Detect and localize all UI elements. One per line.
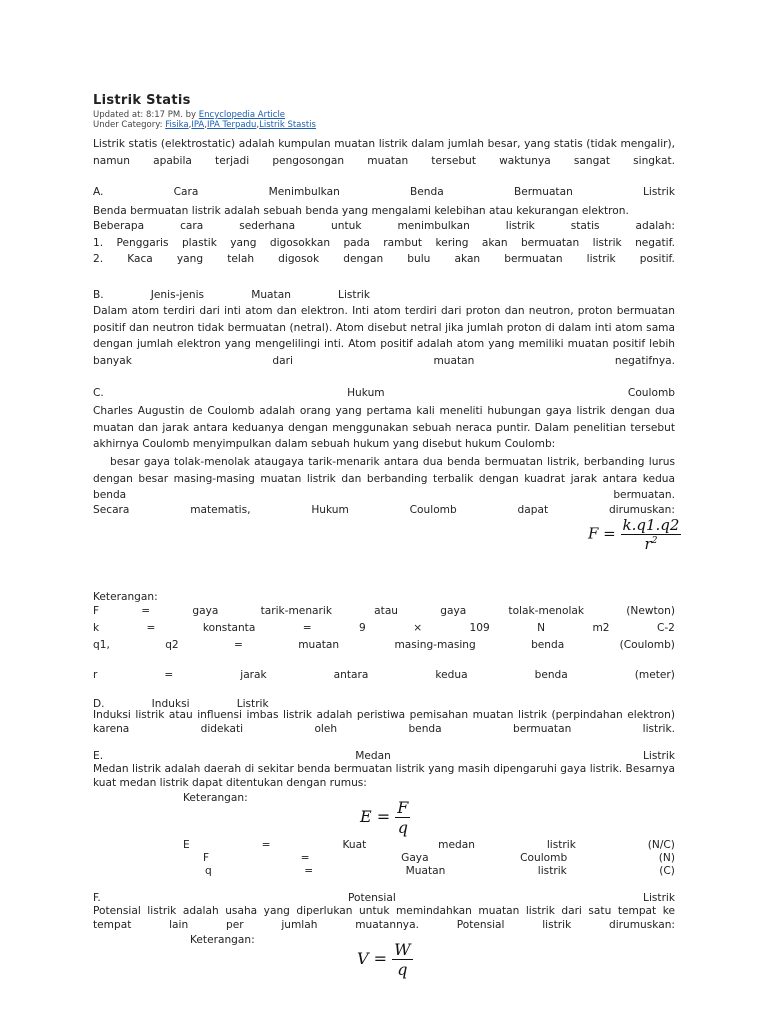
word: Kaca bbox=[127, 253, 153, 265]
cell: benda bbox=[531, 639, 565, 651]
cell: (N/C) bbox=[647, 839, 675, 851]
word: listrik bbox=[586, 253, 616, 265]
cell: F bbox=[203, 852, 210, 864]
word: cara bbox=[180, 220, 204, 232]
cell: N bbox=[537, 622, 546, 634]
electric-field-formula bbox=[360, 798, 410, 837]
updated-prefix: Updated at: 8:17 PM. by bbox=[93, 110, 199, 120]
word: telah bbox=[227, 253, 255, 265]
word: rambut bbox=[383, 237, 423, 249]
cell: 9 bbox=[359, 622, 366, 634]
section-a-item-2 bbox=[93, 253, 675, 265]
category-link-ipa[interactable]: IPA bbox=[191, 120, 205, 130]
cell: F bbox=[93, 605, 100, 617]
cell: C-2 bbox=[656, 622, 675, 634]
cell: = bbox=[261, 839, 271, 851]
cell: (Newton) bbox=[626, 605, 675, 617]
cell: Gaya bbox=[401, 852, 429, 864]
section-a-p1: Benda bermuatan listrik adalah sebuah benda yang mengalami kelebihan atau kekurangan elektron. bbox=[93, 205, 629, 217]
cell: listrik bbox=[537, 865, 567, 877]
cell: kedua bbox=[435, 669, 468, 681]
heading-word: Coulomb bbox=[627, 387, 675, 399]
cell: benda bbox=[534, 669, 568, 681]
word: positif. bbox=[639, 253, 675, 265]
word: statis bbox=[570, 220, 600, 232]
cell: = bbox=[164, 669, 174, 681]
category-line: Under Category: Fisika,IPA,IPA Terpadu,Listrik Stastis bbox=[93, 120, 316, 130]
word: 2. bbox=[93, 253, 104, 265]
section-a-heading bbox=[93, 186, 675, 198]
heading-word: Listrik bbox=[643, 750, 675, 762]
cell: medan bbox=[438, 839, 475, 851]
word: adalah: bbox=[635, 220, 675, 232]
e-row-q bbox=[205, 865, 675, 877]
cell: Coulomb bbox=[520, 852, 568, 864]
cell: tolak-menolak bbox=[508, 605, 585, 617]
formula-denominator: q bbox=[397, 818, 408, 837]
cell: antara bbox=[333, 669, 369, 681]
cell: (Coulomb) bbox=[619, 639, 675, 651]
section-d-heading: D. Induksi Listrik bbox=[93, 698, 269, 710]
section-e-keterangan: Keterangan: bbox=[183, 792, 248, 804]
word: Coulomb bbox=[409, 504, 457, 516]
cell: m2 bbox=[592, 622, 610, 634]
cell: Kuat bbox=[342, 839, 367, 851]
cell: atau bbox=[374, 605, 399, 617]
intro-paragraph: Listrik statis (elektrostatic) adalah kumpulan muatan listrik dalam jumlah besar, yang statis (tidak mengalir), namun apabila terjadi pengosongan muatan tersebut waktunya sangat singkat. bbox=[93, 138, 675, 167]
coulomb-formula bbox=[588, 516, 681, 553]
formula-lhs: E = bbox=[360, 807, 391, 826]
heading-word: Listrik bbox=[643, 892, 675, 904]
word: Hukum bbox=[311, 504, 349, 516]
formula-fraction bbox=[621, 516, 682, 553]
cell: k bbox=[93, 622, 100, 634]
section-f-keterangan: Keterangan: bbox=[190, 934, 255, 946]
formula-denominator: q bbox=[397, 960, 408, 979]
section-c-heading bbox=[93, 387, 675, 399]
word: matematis, bbox=[190, 504, 251, 516]
page-title: Listrik Statis bbox=[93, 93, 191, 108]
cell: tarik-menarik bbox=[260, 605, 332, 617]
cell: gaya bbox=[192, 605, 219, 617]
word: bermuatan bbox=[504, 253, 563, 265]
word: listrik bbox=[592, 237, 622, 249]
word: dirumuskan: bbox=[608, 504, 675, 516]
word: listrik bbox=[505, 220, 535, 232]
cell: = bbox=[141, 605, 151, 617]
keterangan-label: Keterangan: bbox=[93, 591, 158, 603]
cell: (N) bbox=[658, 852, 675, 864]
potential-formula bbox=[357, 940, 413, 979]
word: negatif. bbox=[635, 237, 675, 249]
heading-word: C. bbox=[93, 387, 104, 399]
keterangan-row-r bbox=[93, 669, 675, 681]
cell: = bbox=[304, 865, 314, 877]
section-f-heading bbox=[93, 892, 675, 904]
cell: q2 bbox=[165, 639, 179, 651]
word: akan bbox=[454, 253, 481, 265]
updated-line bbox=[93, 110, 285, 120]
section-f-body: Potensial listrik adalah usaha yang diperlukan untuk memindahkan muatan listrik dari satu tempat ke tempat lain per jumlah muatannya. Potensial listrik dirumuskan: bbox=[93, 905, 675, 931]
section-a-p2 bbox=[93, 220, 675, 232]
heading-word: Benda bbox=[410, 186, 444, 198]
word: Beberapa bbox=[93, 220, 145, 232]
cell: listrik bbox=[546, 839, 576, 851]
cell: = bbox=[146, 622, 156, 634]
cell: = bbox=[300, 852, 310, 864]
section-a-item-1 bbox=[93, 237, 675, 249]
cell: gaya bbox=[440, 605, 467, 617]
word: kering bbox=[435, 237, 469, 249]
author-link[interactable]: Encyclopedia Article bbox=[198, 110, 286, 120]
cell: jarak bbox=[240, 669, 267, 681]
coulomb-law: besar gaya tolak-menolak ataugaya tarik-menarik antara dua benda bermuatan listrik, berbanding lurus dengan besar masing-masing muatan listrik dan berbanding terbalik dengan kuadrat jarak antara kedua benda bermuatan. bbox=[93, 456, 675, 502]
word: dapat bbox=[517, 504, 549, 516]
word: Penggaris bbox=[116, 237, 169, 249]
heading-word: F. bbox=[93, 892, 101, 904]
cell: (C) bbox=[659, 865, 675, 877]
word: menimbulkan bbox=[397, 220, 470, 232]
cell: konstanta bbox=[202, 622, 256, 634]
cell: Muatan bbox=[405, 865, 446, 877]
formula-fraction bbox=[395, 798, 410, 837]
section-b-body: Dalam atom terdiri dari inti atom dan elektron. Inti atom terdiri dari proton dan neutron, proton bermuatan positif dan neutron tidak bermuatan (netral). Atom disebut netral jika jumlah proton di dalam inti atom sama dengan jumlah elektron yang mengelilingi inti. Atom positif adalah atom yang memiliki muatan positif lebih banyak dari muatan negatifnya. bbox=[93, 305, 675, 367]
word: akan bbox=[481, 237, 508, 249]
cell: = bbox=[302, 622, 312, 634]
word: untuk bbox=[331, 220, 362, 232]
section-e-body: Medan listrik adalah daerah di sekitar benda bermuatan listrik yang masih dipengaruhi gaya listrik. Besarnya kuat medan listrik dapat ditentukan dengan rumus: bbox=[93, 763, 675, 789]
category-link-ipa-terpadu[interactable]: IPA Terpadu bbox=[206, 120, 257, 130]
cell: 109 bbox=[469, 622, 490, 634]
formula-numerator: W bbox=[394, 940, 411, 959]
cell: (meter) bbox=[634, 669, 675, 681]
cell: masing-masing bbox=[394, 639, 476, 651]
denominator-base: r bbox=[644, 535, 652, 553]
word: pada bbox=[343, 237, 370, 249]
formula-denominator bbox=[621, 535, 682, 553]
section-c-math-line bbox=[93, 504, 675, 516]
heading-word: Potensial bbox=[348, 892, 396, 904]
word: plastik bbox=[181, 237, 217, 249]
formula-numerator: F bbox=[397, 798, 409, 817]
formula-lhs: F = bbox=[588, 524, 616, 543]
word: dengan bbox=[343, 253, 384, 265]
heading-word: Medan bbox=[355, 750, 391, 762]
e-row-f bbox=[203, 852, 675, 864]
keterangan-row-q bbox=[93, 639, 675, 651]
word: yang bbox=[230, 237, 257, 249]
word: digosokkan bbox=[269, 237, 331, 249]
formula-fraction bbox=[392, 940, 412, 979]
section-e-heading bbox=[93, 750, 675, 762]
word: bulu bbox=[407, 253, 431, 265]
word: yang bbox=[176, 253, 204, 265]
e-row-e bbox=[183, 839, 675, 851]
cell: q1, bbox=[93, 639, 110, 651]
cell: E bbox=[183, 839, 190, 851]
word: bermuatan bbox=[520, 237, 580, 249]
cell: = bbox=[234, 639, 243, 651]
heading-word: Cara bbox=[173, 186, 199, 198]
word: digosok bbox=[278, 253, 320, 265]
heading-word: Menimbulkan bbox=[268, 186, 340, 198]
category-link-listrik-statis[interactable]: Listrik Stastis bbox=[259, 120, 316, 130]
category-prefix: Under Category: bbox=[93, 120, 166, 130]
section-b-heading: B. Jenis-jenis Muatan Listrik bbox=[93, 289, 371, 301]
keterangan-row-f bbox=[93, 605, 675, 617]
heading-word: Hukum bbox=[347, 387, 385, 399]
heading-word: A. bbox=[93, 186, 104, 198]
heading-word: Listrik bbox=[643, 186, 675, 198]
cell: q bbox=[205, 865, 212, 877]
cell: × bbox=[413, 622, 423, 634]
word: 1. bbox=[93, 237, 104, 249]
category-link-fisika[interactable]: Fisika bbox=[165, 120, 189, 130]
cell: muatan bbox=[298, 639, 340, 651]
section-c-body: Charles Augustin de Coulomb adalah orang yang pertama kali meneliti hubungan gaya listrik dengan dua muatan dan jarak antara keduanya dengan menggunakan sebuah neraca puntir. Dalam penelitian tersebut akhirnya Coulomb menyimpulkan dalam sebuah hukum yang disebut hukum Coulomb: bbox=[93, 405, 675, 451]
keterangan-row-k bbox=[93, 622, 675, 634]
denominator-exponent: 2 bbox=[651, 536, 658, 546]
word: sederhana bbox=[239, 220, 296, 232]
word: Secara bbox=[93, 504, 130, 516]
section-d-body: Induksi listrik atau influensi imbas listrik adalah peristiwa pemisahan muatan listrik (perpindahan elektron) karena didekati oleh benda bermuatan listrik. bbox=[93, 709, 675, 735]
cell: r bbox=[93, 669, 98, 681]
heading-word: E. bbox=[93, 750, 104, 762]
formula-numerator: k.q1.q2 bbox=[622, 516, 680, 534]
heading-word: Bermuatan bbox=[513, 186, 573, 198]
formula-lhs: V = bbox=[357, 949, 388, 968]
